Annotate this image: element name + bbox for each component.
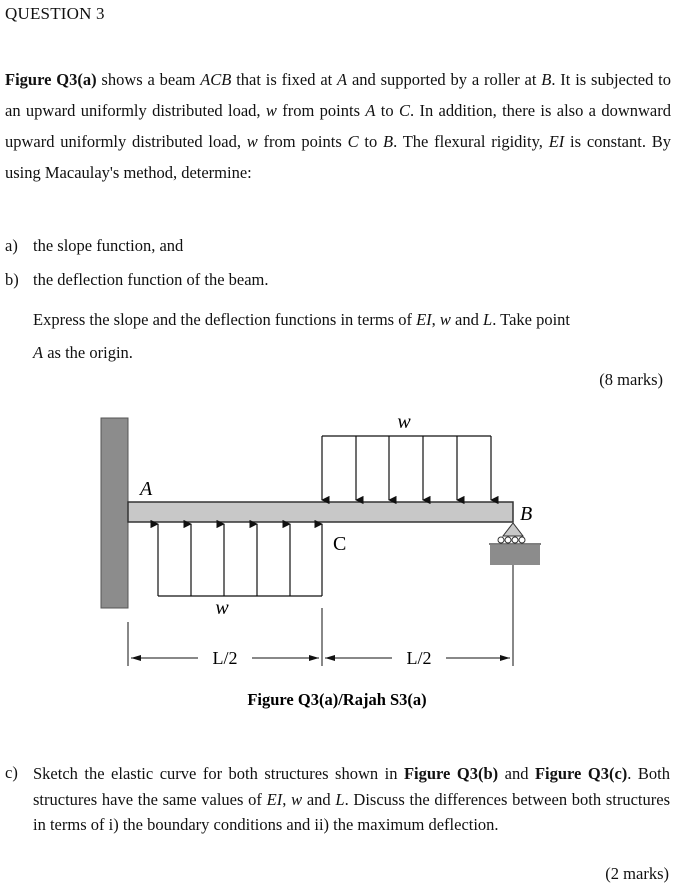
load-w: w	[246, 132, 258, 151]
intro-text: is constant. By using Macaulay's method, determine:	[5, 132, 672, 182]
marks-ab: (8 marks)	[599, 370, 663, 389]
figure-ref: Figure Q3(b)	[403, 764, 499, 783]
intro-text: to	[358, 132, 383, 151]
item-c-fragment: and	[302, 789, 336, 809]
express-text: ,	[431, 310, 440, 329]
load-label-top: w	[397, 411, 411, 433]
point-b: B	[541, 70, 552, 89]
load-w: w	[439, 310, 451, 329]
item-c-text	[33, 761, 670, 838]
ei-symbol: EI	[416, 310, 432, 329]
marks-c: (2 marks)	[605, 864, 669, 883]
item-c-label: c)	[5, 763, 18, 782]
intro-text: from points	[276, 101, 366, 120]
item-c-fragment: Sketch the elastic curve for both structures shown in	[33, 764, 404, 783]
label-b: B	[520, 503, 533, 525]
beam-figure	[0, 400, 675, 720]
upward-udl	[158, 524, 322, 619]
express-text: . Take point	[492, 310, 571, 329]
figure-ref: Figure Q3(a)	[5, 70, 97, 89]
item-b-label: b)	[5, 270, 19, 289]
load-w: w	[265, 101, 277, 120]
dim-right-label: L/2	[406, 648, 432, 668]
intro-text: . It is subjected to an upward uniformly distributed load,	[5, 70, 672, 120]
beam-name: ACB	[200, 70, 232, 89]
item-c-fragment: . Discuss the differences between both structures in terms of i) the boundary conditions and ii) the maximum deflection.	[33, 789, 671, 834]
express-instruction	[33, 303, 671, 369]
load-label-bottom: w	[215, 597, 229, 619]
label-c: C	[333, 533, 347, 555]
label-a: A	[140, 478, 153, 500]
intro-text: that is fixed at	[231, 70, 338, 89]
figure-ref: Figure Q3(c)	[534, 764, 628, 783]
item-c-fragment: ,	[282, 789, 292, 809]
point-a: A	[337, 70, 348, 89]
figure-caption: Figure Q3(a)/Rajah S3(a)	[247, 690, 427, 709]
express-text: Express the slope and the deflection functions in terms of	[33, 310, 417, 329]
express-text: as the origin.	[43, 343, 133, 362]
ei-symbol: EI	[548, 132, 565, 151]
item-c-fragment: . Both structures have the same values of	[33, 764, 670, 809]
dim-left-label: L/2	[212, 648, 238, 668]
point-c: C	[398, 101, 410, 120]
intro-text: . The flexural rigidity,	[393, 132, 549, 151]
fixed-support-wall	[101, 418, 128, 608]
intro-text: . In addition, there is also a downward upward uniformly distributed load,	[5, 101, 671, 151]
downward-udl	[322, 411, 491, 500]
roller-ground	[490, 545, 540, 565]
item-a-text: the slope function, and	[33, 236, 184, 255]
item-b-text: the deflection function of the beam.	[33, 270, 269, 289]
beam-acb	[128, 502, 513, 522]
question-heading: QUESTION 3	[5, 4, 105, 23]
point-b: B	[383, 132, 394, 151]
intro-text: shows a beam	[96, 70, 201, 89]
length-l: L	[335, 789, 345, 809]
length-l: L	[483, 310, 493, 329]
point-a: A	[33, 343, 44, 362]
point-a: A	[365, 101, 376, 120]
dimension-lines	[128, 565, 513, 668]
intro-text: to	[375, 101, 399, 120]
intro-text: and supported by a roller at	[347, 70, 542, 89]
item-a-label: a)	[5, 236, 18, 255]
load-w: w	[291, 789, 303, 809]
ei-symbol: EI	[266, 789, 283, 809]
express-text: and	[450, 310, 483, 329]
item-c-fragment: and	[498, 764, 535, 783]
intro-text: from points	[257, 132, 348, 151]
roller-support	[489, 523, 541, 565]
question-intro	[5, 64, 671, 188]
point-c: C	[347, 132, 359, 151]
